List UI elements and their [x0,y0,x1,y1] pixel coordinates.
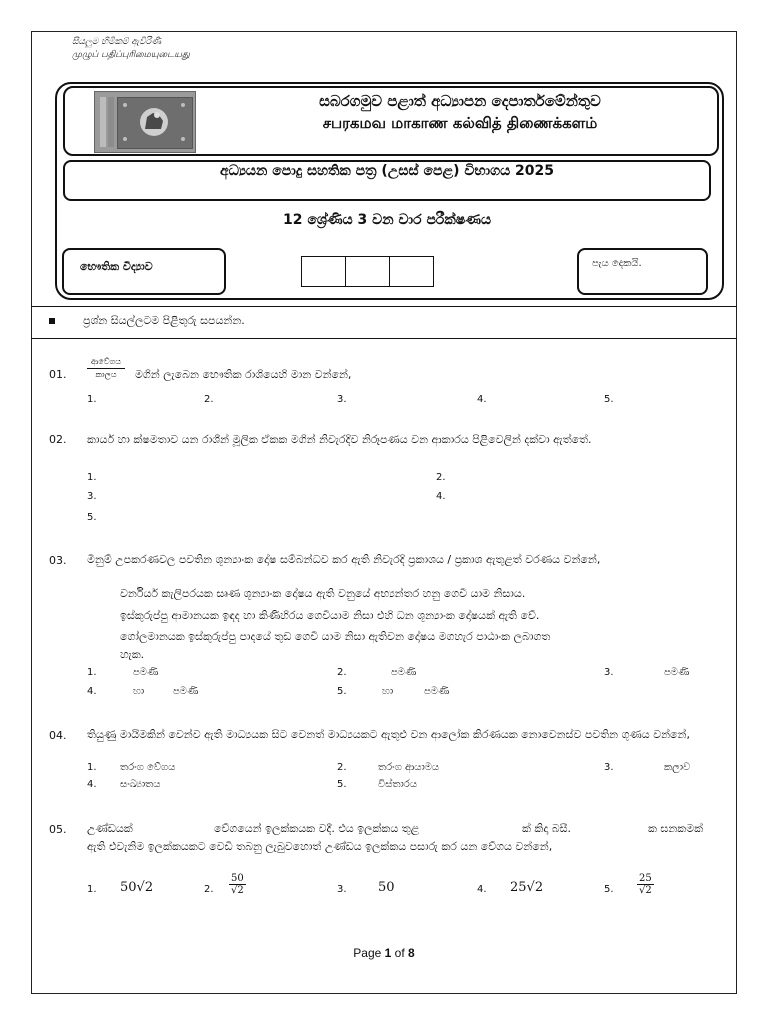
question-number: 05. [49,823,67,836]
option-number: 4. [477,884,487,895]
option-number: 3. [604,667,614,678]
option-number: 5. [337,686,347,697]
option-number: 1. [87,884,97,895]
statement-c-cont: හැක. [120,648,145,661]
page-total: 8 [408,946,415,960]
option-number: 1. [87,667,97,678]
option-text: පමණි [391,667,417,678]
page-of: of [391,946,409,960]
question-text: මගින් ලැබෙන භෞතික රාශියෙහි මාන වන්නේ, [135,368,352,381]
option-text: පමණි [424,686,450,697]
option-number: 4. [87,686,97,697]
copyright-tamil: முழுப் பதிப்புரிமையுடையது [72,50,190,60]
question-text: තියුණු මායිමකින් වෙන්ව ඇති මාධ්‍යයක සිට වෙනත් මාධ්‍යයකට ඇතුළු වන ආලෝක කිරණයක නොවෙනස්ව පවතින ගුණය වන්නේ, [87,728,690,741]
instruction-text: ප්‍රශ්න සියල්ලටම පිළිතුරු සපයන්න. [83,314,245,327]
divider [31,306,737,307]
question-number: 04. [49,729,67,742]
divider [31,338,737,339]
fraction-denominator: √2 [639,885,652,896]
exam-title: අධ්‍යයන පොදු සහතික පත්‍ර (උසස් පෙළ) විභාගය 2025 [219,163,555,179]
statement-b: ඉස්කුරුප්පු ආමානයක ඉඳද හා කිණිහිරය ගෙවීයාම නිසා එහි ධන ශූන්‍යාංක දෝෂයක් ඇති වේ. [120,609,540,622]
option-text: පමණි [133,667,159,678]
question-number: 01. [49,368,67,381]
option-text: හා [382,686,394,697]
statement-c: ගෝලමානයක ඉස්කුරුප්පු පාදයේ තුඩ ගෙවී යාම නිසා ඇතිවන දෝෂය මගහැර පාඨාංක ලබාගත [120,630,551,643]
copyright-notice [72,36,190,62]
option-number: 2. [337,667,347,678]
option-number: 1. [87,472,97,483]
fraction-denominator: √2 [231,885,244,896]
national-flag-icon [94,91,196,153]
index-number-boxes [302,256,434,287]
time-label: පැය දෙකයි. [592,258,642,269]
option-number: 4. [436,491,446,502]
question-text: උණ්ඩයක් [87,822,133,835]
question-number: 02. [49,433,67,446]
option-value: 50 [378,880,395,895]
instruction [49,314,245,328]
fraction-denominator: කාලය [95,370,117,379]
fraction-numerator: 25 [639,873,652,884]
option-text: තරංග වේගය [120,762,176,773]
option-number: 2. [204,394,214,405]
option-number: 2. [436,472,446,483]
question-text: ක් කිදා බසී. [522,822,572,835]
question-number: 03. [49,554,67,567]
question-text: වේගයෙන් ඉලක්කයක වදී. එය ඉලක්කය තුළ [214,822,420,835]
fraction-numerator: ආවේගය [87,357,125,369]
option-number: 2. [204,884,214,895]
subject-label: භෞතික විද්‍යාව [80,260,153,273]
question-text: මිනුම් උපකරණවල පවතින ශූන්‍යාංක දෝෂ සම්බන්ධව කර ඇති නිවැරදි ප්‍රකාශය / ප්‍රකාශ ඇතුළත් වරණය වන්නේ, [87,553,601,566]
option-fraction [229,873,246,896]
page-footer [0,946,768,960]
bullet-icon [49,318,55,324]
copyright-sinhala: සියලුම හිමිකම් ඇවිරිණි [72,37,162,47]
option-text: විස්තාරය [378,779,418,790]
index-box[interactable] [389,256,434,287]
option-number: 3. [337,884,347,895]
page-prefix: Page [353,946,385,960]
index-box[interactable] [301,256,346,287]
option-value: 50√2 [120,880,154,895]
option-number: 3. [87,491,97,502]
option-text: සංඛ්‍යාතය [120,779,161,790]
option-text: හා [133,686,145,697]
time-box [577,248,708,295]
question-text: කාර්ය හා ක්ෂමතාව යන රාශීන් මූලික ඒකක මගින් නිවැරදිව නිරූපණය වන ආකාරය පිළිවෙලින් දක්වා ඇත්තේ. [87,433,592,446]
option-number: 1. [87,762,97,773]
fraction-numerator: 50 [231,873,244,884]
question-text: ඇති එවැනිම ඉලක්කයකට වෙඩි තබනු ලැබුවහොත් උණ්ඩය ඉලක්කය පසාරු කර යන වේගය වන්නේ, [87,840,553,853]
option-number: 4. [87,779,97,790]
option-number: 4. [477,394,487,405]
statement-a: වර්නියර් කැලිපරයක සෘණ ශූන්‍යාංක දෝෂය ඇති වනුයේ අභ්‍යන්තර හනු ගෙවී යාම නිසාය. [120,587,526,600]
option-number: 1. [87,394,97,405]
option-number: 3. [337,394,347,405]
option-number: 5. [337,779,347,790]
grade-term-title: 12 ශ්‍රේණිය 3 වන වාර පරීක්ෂණය [282,212,492,228]
option-number: 5. [87,512,97,523]
option-number: 5. [604,394,614,405]
option-number: 5. [604,884,614,895]
option-fraction [637,873,654,896]
department-name-tamil: சபரகமவ மாகாண கல்வித் திணைக்களம் [322,114,598,132]
option-text: කලාව [664,762,691,773]
question-text: ක ඝනකමක් [648,822,704,835]
option-number: 3. [604,762,614,773]
page-current: 1 [384,946,392,960]
department-name-sinhala: සබරගමුව පළාත් අධ්‍යාපන දෙපාර්තමේන්තුව [319,92,601,110]
option-value: 25√2 [510,880,544,895]
option-text: පමණි [173,686,199,697]
option-text: තරංග ආයාමය [378,762,440,773]
option-number: 2. [337,762,347,773]
index-box[interactable] [345,256,390,287]
fraction [87,357,125,380]
option-text: පමණි [664,667,690,678]
